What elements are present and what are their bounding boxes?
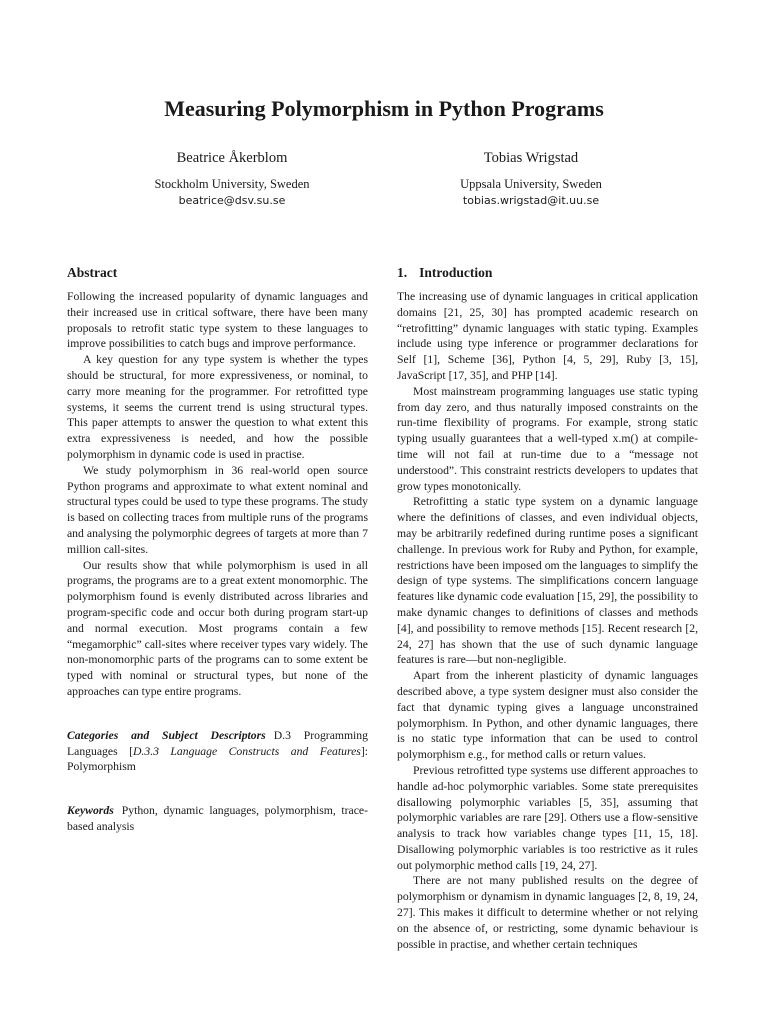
abstract-paragraph: We study polymorphism in 36 real-world open source Python programs and approximate to what extent nominal and structural types could be used to type these programs. The study is based on collecting traces from multiple runs of the programs and analysing the polymorphic degrees of targets at more than 7 million call-sites. [67,463,368,556]
author-block-1 [112,149,352,209]
abstract-paragraph: Our results show that while polymorphism is used in all programs, the programs are to a great extent monomorphic. The polymorphism found is evenly distributed across libraries and program-specific code and occur both during program start-up and normal execution. Most programs contain a few “megamorphic” call-sites where receiver types vary widely. The non-monomorphic parts of the programs can to some extent be typed with nominal or structural types, but none of the approaches can type entire programs. [67,558,368,698]
keywords-label: Keywords [67,804,114,818]
author-email: tobias.wrigstad@it.uu.se [462,194,600,207]
introduction-paragraph: Apart from the inherent plasticity of dynamic languages described above, a type system designer must also consider the fact that dynamic typing gives a language unconstrained polymorphism. In Python, and other dynamic languages, there is no static type information that can be used to control polymorphism e.g., for method calls or return values. [397,669,698,762]
categories-section [67,728,368,775]
section-title: Introduction [419,265,493,280]
author-name: Tobias Wrigstad [483,150,579,166]
categories-suffix: ]: Polymorphism [67,744,368,774]
abstract-paragraph: A key question for any type system is whether the types should be structural, for more expressiveness, or nominal, to carry more meaning for the programmer. For retrofitted type systems, it seems the current trend is using structural types. This paper attempts to answer the question to what extent this extra expressiveness is needed, and how the possible polymorphism in dynamic code is used in practise. [67,353,368,461]
introduction-heading [397,264,698,282]
categories-prefix: D.3 Programming Languages [ [67,728,368,758]
left-column [67,264,368,835]
categories-label: Categories and Subject Descriptors [67,728,266,742]
abstract-paragraph: Following the increased popularity of dynamic languages and their increased use in critical software, there have been many proposals to retrofit static type system to these languages to improve possibilities to catch bugs and improve performance. [67,290,368,351]
author-affiliation: Stockholm University, Sweden [154,177,310,191]
abstract-heading: Abstract [67,265,118,280]
introduction-paragraph: Retrofitting a static type system on a dynamic language where the definitions of classes, and even individual objects, may be arbitrarily redefined during runtime poses a significant challenge. In previous work for Ruby and Python, for example, restrictions have been imposed om the languages to simplify the design of type systems. The simplifications concern language features like dynamic code evaluation [15, 29], the possibility to make dynamic changes to definitions of classes and methods [4], and possibility to remove methods [15]. Recent research [2, 24, 27] has shown that the use of such dynamic language features is rare—but non-negligible. [397,495,698,667]
introduction-paragraph: The increasing use of dynamic languages in critical application domains [21, 25, 30] has prompted academic research on “retrofitting” dynamic languages with static typing. Examples include using type inference or programmer declarations for Self [1], Scheme [36], Python [4, 5, 29], Ruby [3, 15], JavaScript [17, 35], and PHP [14]. [397,290,698,382]
introduction-paragraph: Most mainstream programming languages use static typing from day zero, and thus naturally imposed constraints on the run-time flexibility of programs. For example, strong static typing usually guarantees that a well-typed x.m() at compile-time will not fail at run-time due to a “message not understood”. This constraint restricts developers to updates that grow types monotonically. [397,384,698,493]
categories-emph: D.3.3 Language Constructs and Features [132,744,361,758]
keywords-text: Python, dynamic languages, polymorphism, trace-based analysis [67,804,368,833]
keywords-section [67,803,368,835]
section-number: 1. [397,265,408,280]
paper-title: Measuring Polymorphism in Python Programs [164,96,604,121]
author-email: beatrice@dsv.su.se [178,194,286,207]
introduction-paragraph: There are not many published results on the degree of polymorphism or dynamism in dynamic languages [2, 8, 19, 24, 27]. This makes it difficult to determine whether or not relying on the absence of, or restricting, some dynamic behaviour is possible in practise, and whether certain techniques [397,874,698,951]
author-block-2 [411,149,651,209]
right-column [397,264,698,952]
author-name: Beatrice Åkerblom [176,150,288,166]
author-affiliation: Uppsala University, Sweden [460,177,602,191]
introduction-paragraph: Previous retrofitted type systems use different approaches to handle ad-hoc polymorphic variables. Some state prerequisites disallowing polymorphic variables [5, 35], assuming that polymorphic variables are rare [29]. Others use a flow-sensitive analysis to track how variables change types [11, 15, 18]. Disallowing polymorphic variables is too restrictive as it rules out polymorphic method calls [19, 24, 27]. [397,763,698,872]
